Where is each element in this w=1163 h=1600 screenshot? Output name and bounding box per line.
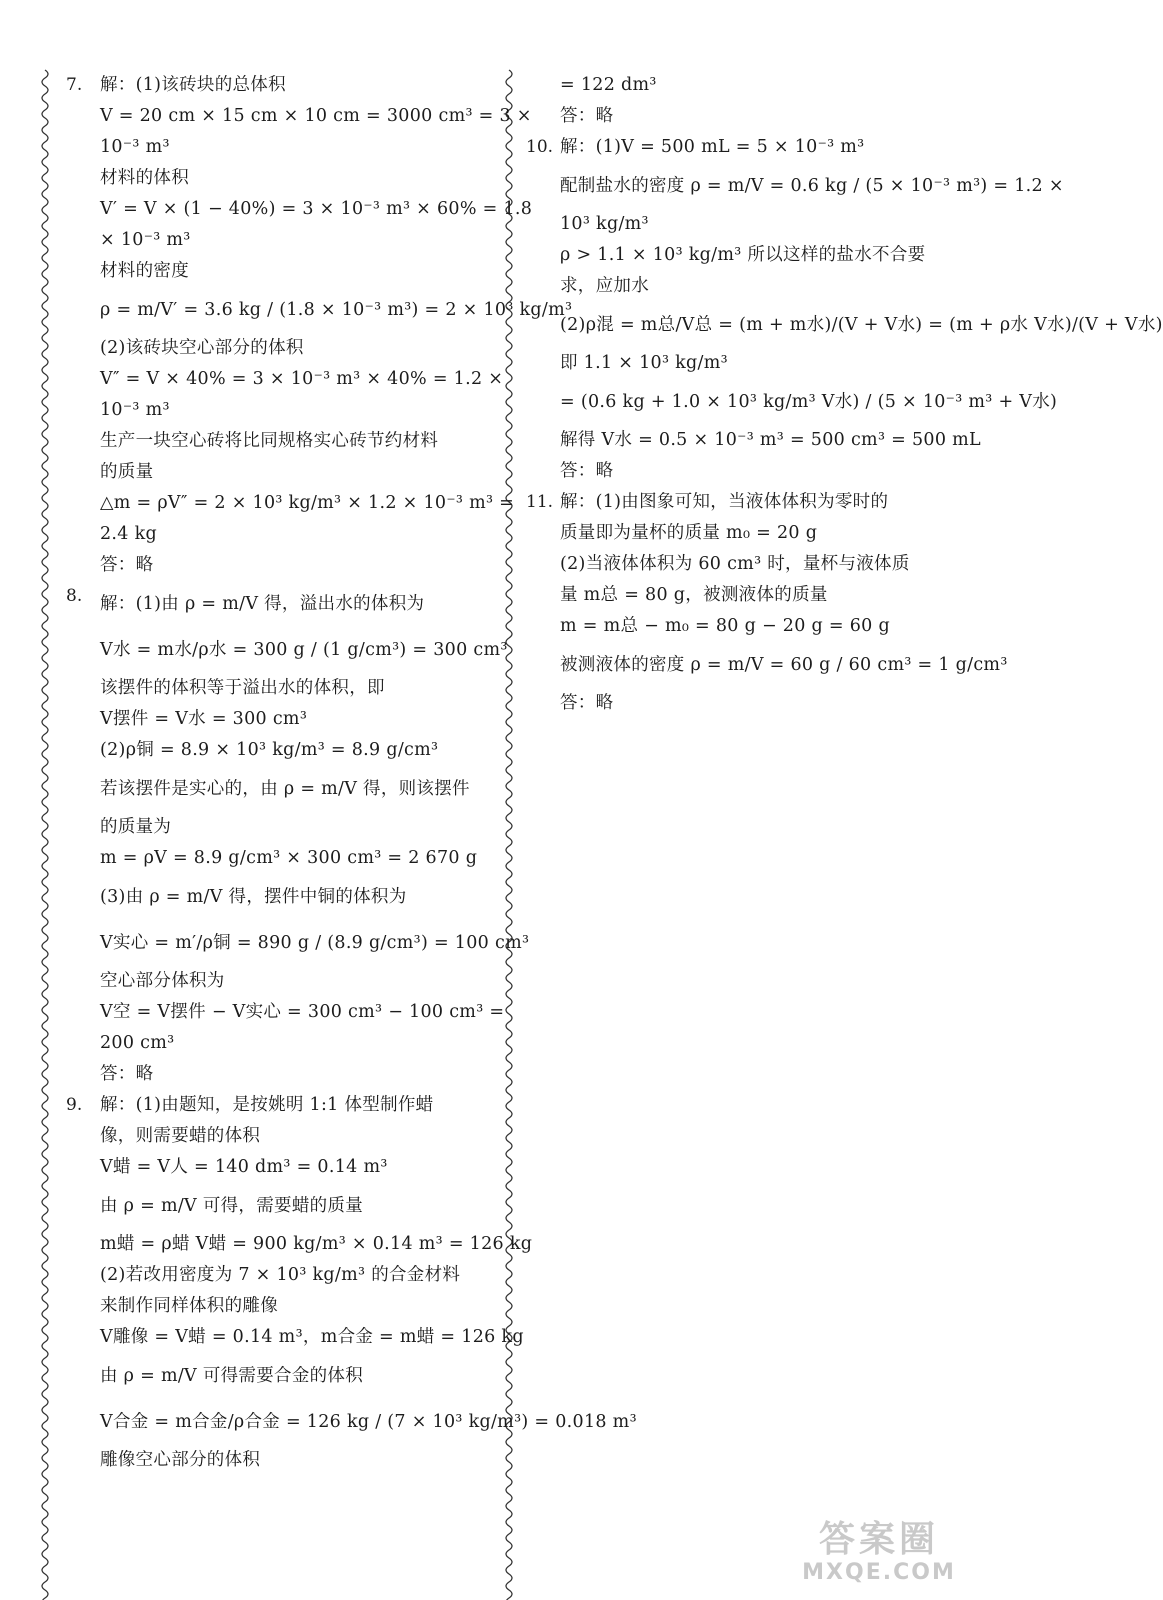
solution-item: [520, 70, 960, 132]
solution-number: 9.: [66, 1095, 83, 1115]
solution-line: = 122 dm³: [560, 75, 657, 95]
solution-line: 解：(1)V = 500 mL = 5 × 10⁻³ m³: [560, 137, 865, 157]
solution-line: △m = ρV″ = 2 × 10³ kg/m³ × 1.2 × 10⁻³ m³ =: [100, 493, 515, 513]
solution-item: [520, 132, 1163, 487]
solution-line: 该摆件的体积等于溢出水的体积，即: [100, 678, 385, 698]
solution-line: 解：(1)该砖块的总体积: [100, 75, 286, 95]
solution-line: 量 m总 = 80 g，被测液体的质量: [560, 585, 828, 605]
solution-line: 解：(1)由图象可知，当液体体积为零时的: [560, 492, 889, 512]
solution-line: ρ > 1.1 × 10³ kg/m³ 所以这样的盐水不合要: [560, 245, 926, 265]
left-wavy-border: [38, 70, 52, 1600]
solution-line: V蜡 = V人 = 140 dm³ = 0.14 m³: [100, 1157, 388, 1177]
solution-line: 200 cm³: [100, 1033, 175, 1053]
solution-number: 7.: [66, 75, 83, 95]
solution-line: 材料的密度: [100, 261, 189, 281]
solution-line: 答：略: [100, 555, 154, 575]
solution-line: (2)若改用密度为 7 × 10³ kg/m³ 的合金材料: [100, 1265, 461, 1285]
solution-line: (3)由 ρ = m/V 得，摆件中铜的体积为: [100, 887, 407, 907]
solution-line: 答：略: [560, 693, 614, 713]
solution-line: 质量即为量杯的质量 m₀ = 20 g: [560, 523, 818, 543]
solution-line: 解得 V水 = 0.5 × 10⁻³ m³ = 500 cm³ = 500 mL: [560, 430, 981, 450]
watermark-logo-text: 答案圈: [818, 1519, 939, 1560]
solution-line: 10⁻³ m³: [100, 400, 170, 420]
solution-line: V实心 = m′/ρ铜 = 890 g / (8.9 g/cm³) = 100 cm³: [100, 933, 530, 953]
solution-line: V合金 = m合金/ρ合金 = 126 kg / (7 × 10³ kg/m³) = 0.018 m³: [100, 1412, 637, 1432]
solution-item: [60, 581, 530, 1090]
solution-line: 由 ρ = m/V 可得需要合金的体积: [100, 1366, 364, 1386]
solution-line: 雕像空心部分的体积: [100, 1450, 261, 1470]
solution-line: m = m总 − m₀ = 80 g − 20 g = 60 g: [560, 616, 890, 636]
solution-line: 解：(1)由题知，是按姚明 1:1 体型制作蜡: [100, 1095, 434, 1115]
solution-line: (2)ρ铜 = 8.9 × 10³ kg/m³ = 8.9 g/cm³: [100, 740, 439, 760]
solution-line: (2)当液体体积为 60 cm³ 时，量杯与液体质: [560, 554, 910, 574]
solution-line: V = 20 cm × 15 cm × 10 cm = 3000 cm³ = 3 ×: [100, 106, 532, 126]
solution-line: 空心部分体积为: [100, 971, 225, 991]
solution-line: 答：略: [100, 1064, 154, 1084]
solution-line: 材料的体积: [100, 168, 189, 188]
site-watermark: [784, 1520, 974, 1590]
solution-line: 10³ kg/m³: [560, 214, 649, 234]
solution-number: 10.: [526, 137, 554, 157]
solution-item: [60, 1090, 637, 1476]
solution-line: V空 = V摆件 − V实心 = 300 cm³ − 100 cm³ =: [100, 1002, 505, 1022]
solution-line: V″ = V × 40% = 3 × 10⁻³ m³ × 40% = 1.2 ×: [100, 369, 504, 389]
wavy-line: [42, 70, 48, 1600]
solution-line: V摆件 = V水 = 300 cm³: [100, 709, 308, 729]
solution-line: (2)该砖块空心部分的体积: [100, 338, 304, 358]
solution-line: V水 = m水/ρ水 = 300 g / (1 g/cm³) = 300 cm³: [100, 640, 508, 660]
solution-line: V雕像 = V蜡 = 0.14 m³，m合金 = m蜡 = 126 kg: [100, 1327, 524, 1347]
solution-line: = (0.6 kg + 1.0 × 10³ kg/m³ V水) / (5 × 10⁻³ m³ + V水): [560, 392, 1058, 412]
solution-line: 求，应加水: [560, 276, 649, 296]
solution-line: 解：(1)由 ρ = m/V 得，溢出水的体积为: [100, 594, 425, 614]
solution-line: m = ρV = 8.9 g/cm³ × 300 cm³ = 2 670 g: [100, 848, 478, 868]
solution-line: 像，则需要蜡的体积: [100, 1126, 261, 1146]
solution-line: 答：略: [560, 106, 614, 126]
solution-line: V′ = V × (1 − 40%) = 3 × 10⁻³ m³ × 60% = 1.8: [100, 199, 533, 219]
solution-line: × 10⁻³ m³: [100, 230, 191, 250]
solution-line: 的质量为: [100, 817, 172, 837]
solution-line: 生产一块空心砖将比同规格实心砖节约材料: [100, 431, 439, 451]
watermark-domain: MXQE.COM: [802, 1560, 956, 1585]
solution-item: [520, 487, 1008, 719]
solution-line: 即 1.1 × 10³ kg/m³: [560, 353, 728, 373]
solution-line: 配制盐水的密度 ρ = m/V = 0.6 kg / (5 × 10⁻³ m³) = 1.2 ×: [560, 176, 1064, 196]
right-column: [520, 70, 1163, 719]
solution-line: 答：略: [560, 461, 614, 481]
solution-line: m蜡 = ρ蜡 V蜡 = 900 kg/m³ × 0.14 m³ = 126 kg: [100, 1234, 533, 1254]
solution-number: 8.: [66, 586, 83, 606]
solution-line: ρ = m/V′ = 3.6 kg / (1.8 × 10⁻³ m³) = 2 × 10³ kg/m³: [100, 300, 573, 320]
solution-line: 来制作同样体积的雕像: [100, 1296, 278, 1316]
solution-line: 2.4 kg: [100, 524, 158, 544]
solution-line: 的质量: [100, 462, 154, 482]
solution-number: 11.: [526, 492, 554, 512]
solution-line: 若该摆件是实心的，由 ρ = m/V 得，则该摆件: [100, 779, 470, 799]
solution-line: 被测液体的密度 ρ = m/V = 60 g / 60 cm³ = 1 g/cm³: [560, 655, 1008, 675]
solution-line: (2)ρ混 = m总/V总 = (m + m水)/(V + V水) = (m + ρ水 V水)/(V + V水): [560, 315, 1163, 335]
solution-line: 10⁻³ m³: [100, 137, 170, 157]
solution-line: 由 ρ = m/V 可得，需要蜡的质量: [100, 1196, 364, 1216]
